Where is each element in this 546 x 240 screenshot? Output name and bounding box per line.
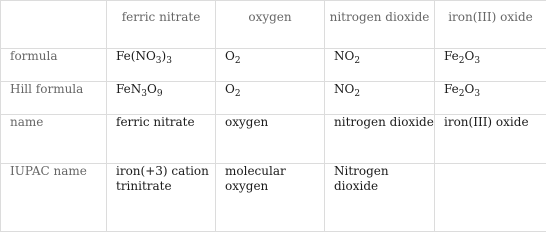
row-label: name [1,115,107,164]
table-row-iupac-name [1,164,546,232]
table-cell: iron(III) oxide [435,115,546,164]
table-row-hill-formula [1,82,546,115]
table-cell: nitrogen dioxide [325,115,435,164]
subscript: 2 [458,56,465,66]
subscript: 3 [166,56,172,66]
table-cell: $Fe_2O_3$ [435,82,546,115]
row-label: IUPAC name [1,164,107,232]
table-cell: ferric nitrate [107,115,216,164]
table-cell [435,164,546,232]
subscript: 2 [354,56,361,66]
row-label: Hill formula [1,82,107,115]
table-cell: $Fe_2O_3$ [435,49,546,82]
table-row-formula [1,49,546,82]
table-cell: Nitrogen dioxide [325,164,435,232]
table-cell: $O_2$ [216,82,325,115]
table-cell: $O_2$ [216,49,325,82]
table-cell: $NO_2$ [325,82,435,115]
subscript: 3 [141,89,148,99]
table-row-name [1,115,546,164]
column-header-iron-iii-oxide: iron(III) oxide [435,1,546,49]
column-header-ferric-nitrate: ferric nitrate [107,1,216,49]
table-cell: $NO_2$ [325,49,435,82]
subscript: 2 [234,89,241,99]
subscript: 9 [156,89,163,99]
subscript: 2 [354,89,361,99]
subscript: 2 [458,89,465,99]
table-cell: $Fe(NO_3)_3$ [107,49,216,82]
table-cell: $FeN_3O_9$ [107,82,216,115]
subscript: 3 [474,89,481,99]
row-label: formula [1,49,107,82]
subscript: 3 [474,56,481,66]
header-row [1,1,546,49]
table-cell: oxygen [216,115,325,164]
corner-cell [1,1,107,49]
column-header-nitrogen-dioxide: nitrogen dioxide [325,1,435,49]
subscript: 3 [155,56,162,66]
table-cell: iron(+3) cation trinitrate [107,164,216,232]
table-cell: molecular oxygen [216,164,325,232]
subscript: 2 [234,56,241,66]
column-header-oxygen: oxygen [216,1,325,49]
